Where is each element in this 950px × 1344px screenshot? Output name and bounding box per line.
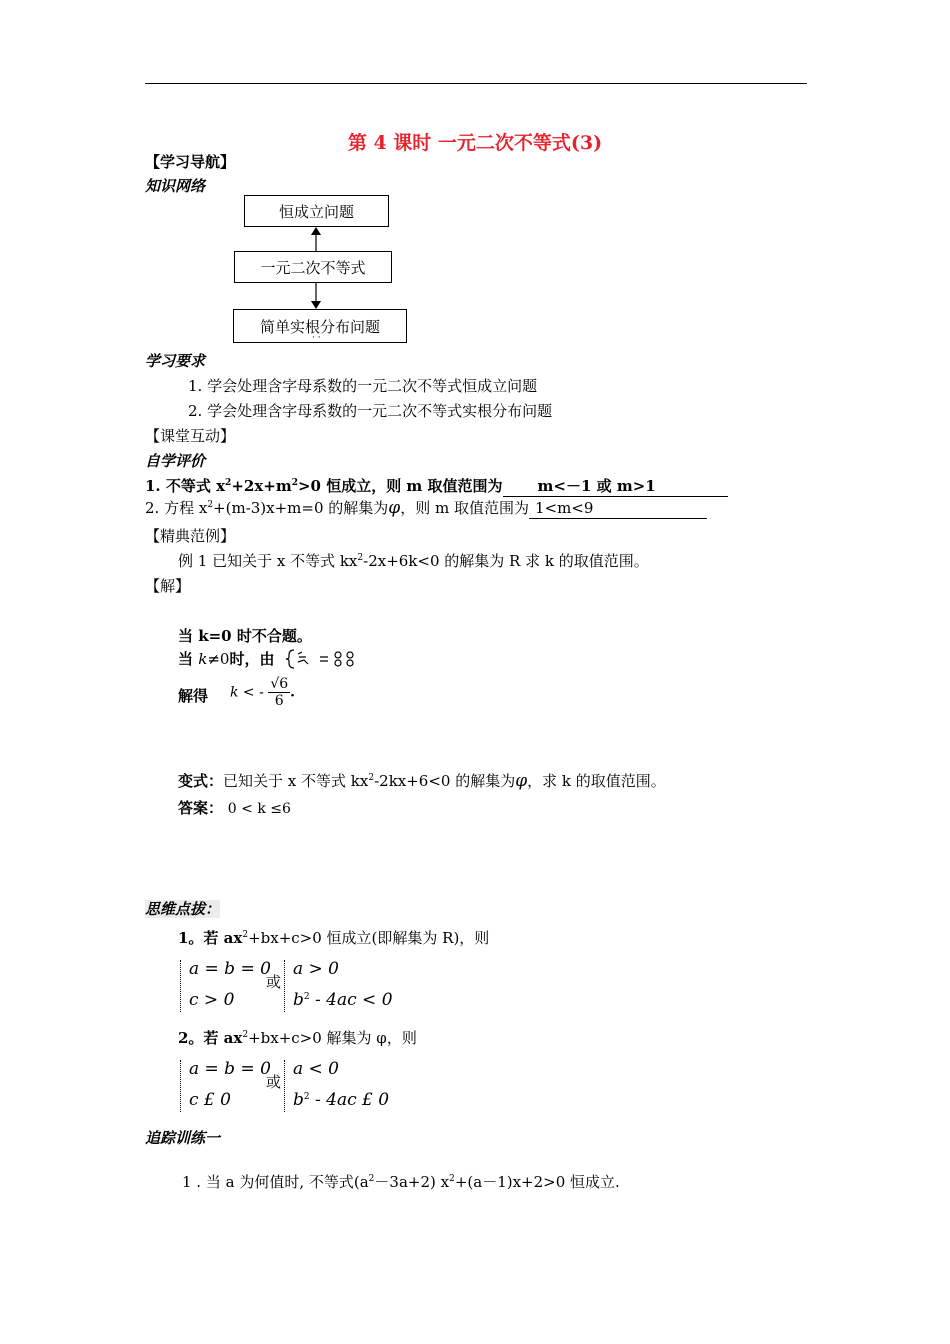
tip2-disc: - 4ac £ 0: [309, 1090, 390, 1110]
practice-a: 1 . 当 a 为何值时, 不等式(a: [182, 1173, 369, 1191]
q2-answer-blank: [529, 498, 707, 519]
phi-symbol: φ: [388, 498, 401, 518]
tip2-sys1-l1: a = b = 0: [189, 1059, 271, 1079]
sup: 2: [242, 1030, 249, 1040]
self-eval-q1: [145, 476, 728, 497]
section-requirements: 学习要求: [145, 352, 206, 370]
flow-box-top-label: 恒成立问题: [278, 202, 354, 221]
result-lhs: k < -: [230, 684, 264, 701]
answer-label: 答案：: [178, 799, 224, 817]
tip2-sys2-l1: a < 0: [293, 1059, 340, 1079]
practice-b: －3a+2) x: [374, 1173, 450, 1191]
sup: 2: [225, 478, 232, 488]
phi-symbol: φ: [515, 771, 528, 791]
q1-answer-blank: [503, 476, 728, 497]
tip1-sys2-l1: a > 0: [293, 959, 340, 979]
tip-1: [178, 928, 489, 948]
tip1-a: 1。若 ax: [178, 929, 243, 947]
solution-line-1: 当 k=0 时不合题。: [178, 627, 312, 645]
q2-suffix: ，则 m 取值范围为: [400, 499, 529, 517]
variant-answer: [178, 798, 291, 819]
tip2-or: 或: [266, 1073, 282, 1091]
line2-a: 当: [178, 650, 194, 668]
variant-a: 已知关于 x 不等式 kx: [223, 772, 369, 790]
sup: 2: [303, 1092, 310, 1102]
self-eval-q2: [145, 498, 707, 519]
flow-box-bottom-label: 简单实根分布问题: [259, 317, 380, 336]
sup: 2: [242, 930, 249, 940]
requirement-2: 2. 学会处理含字母系数的一元二次不等式实根分布问题: [188, 402, 553, 420]
example-1: [178, 551, 649, 571]
sup: 2: [368, 1174, 375, 1184]
variant-b: -2kx+6<0 的解集为: [374, 772, 516, 790]
section-classroom: 【课堂互动】: [145, 427, 236, 445]
section-tips: [145, 899, 220, 919]
tip1-or: 或: [266, 973, 282, 991]
section-knowledge: 知识网络: [145, 177, 206, 195]
tip2-sys1-l2: c £ 0: [189, 1090, 231, 1110]
arrow-up-icon: [308, 227, 324, 251]
flow-box-middle-label: 一元二次不等式: [260, 258, 366, 277]
flow-box-dots: · ·: [312, 333, 321, 343]
tip1-b-var: b: [293, 990, 304, 1010]
tip1-sys1-l2: c > 0: [189, 990, 235, 1010]
brace-icon: [284, 960, 289, 1012]
tip2-b: +bx+c>0 解集为 φ，则: [248, 1029, 417, 1047]
tip2-a: 2。若 ax: [178, 1029, 243, 1047]
tip1-sys1-l1: a = b = 0: [189, 959, 271, 979]
header-rule: [145, 83, 807, 84]
practice-c: +(a－1)x+2>0 恒成立.: [454, 1173, 620, 1191]
section-practice: 追踪训练一: [145, 1129, 221, 1147]
sup: 2: [303, 992, 310, 1002]
variant-c: ，求 k 的取值范围。: [527, 772, 666, 790]
requirement-1: 1. 学会处理含字母系数的一元二次不等式恒成立问题: [188, 377, 538, 395]
flow-box-middle: [234, 251, 392, 283]
tip1-disc: - 4ac < 0: [309, 990, 393, 1010]
q2-prefix: 2. 方程 x: [145, 499, 208, 517]
q1-answer: m<－1 或 m>1: [537, 477, 656, 495]
solution-line-3: 解得: [178, 687, 209, 705]
brace-icon: [180, 960, 185, 1012]
line2-b: ≠0: [207, 650, 230, 668]
section-examples: 【精典范例】: [145, 527, 236, 545]
brace-icon: [180, 1060, 185, 1112]
brace-icon: [284, 1060, 289, 1112]
q2-mid: +(m-3)x+m=0 的解集为: [213, 499, 389, 517]
tip2-sys2-l2: [293, 1090, 389, 1110]
result-num: √6: [270, 676, 289, 692]
tip-2: [178, 1028, 417, 1048]
result-end: .: [290, 684, 296, 701]
line2-c: 时，由: [229, 650, 275, 668]
system-brace-icon: [286, 648, 362, 670]
practice-q1: [182, 1172, 620, 1192]
section-self-eval: 自学评价: [145, 452, 206, 470]
arrow-down-icon: [308, 283, 324, 309]
sup: 2: [368, 773, 375, 783]
tip1-b: +bx+c>0 恒成立(即解集为 R)，则: [248, 929, 490, 947]
example-text-a: 例 1 已知关于 x 不等式 kx: [178, 552, 358, 570]
tip2-b-var: b: [293, 1090, 304, 1110]
tips-label: 思维点拔：: [145, 900, 221, 918]
result-fraction: [268, 676, 290, 709]
sup: 2: [291, 478, 298, 488]
solution-result: [230, 676, 295, 709]
q1-suffix: >0 恒成立，则 m 取值范围为: [297, 477, 503, 495]
sup: 2: [207, 500, 214, 510]
flow-box-top: [244, 195, 389, 227]
q2-answer: 1<m<9: [534, 499, 594, 517]
solution-line-2: [178, 649, 274, 669]
section-solution: 【解】: [145, 577, 191, 595]
result-den: 6: [274, 693, 284, 709]
q1-mid: +2x+m: [231, 477, 292, 495]
var-k: k: [198, 650, 208, 668]
page-title: 第 4 课时 一元二次不等式(3): [347, 132, 603, 154]
variant-question: [178, 771, 666, 791]
tip1-sys2-l2: [293, 990, 393, 1010]
sup: 2: [357, 553, 364, 563]
section-nav: 【学习导航】: [145, 153, 236, 171]
sup: 2: [449, 1174, 455, 1184]
example-text-b: -2x+6k<0 的解集为 R 求 k 的取值范围。: [363, 552, 649, 570]
variant-label: 变式：: [178, 772, 224, 790]
q1-prefix: 1. 不等式 x: [145, 477, 226, 495]
answer-value: 0 < k ≤6: [227, 801, 291, 817]
